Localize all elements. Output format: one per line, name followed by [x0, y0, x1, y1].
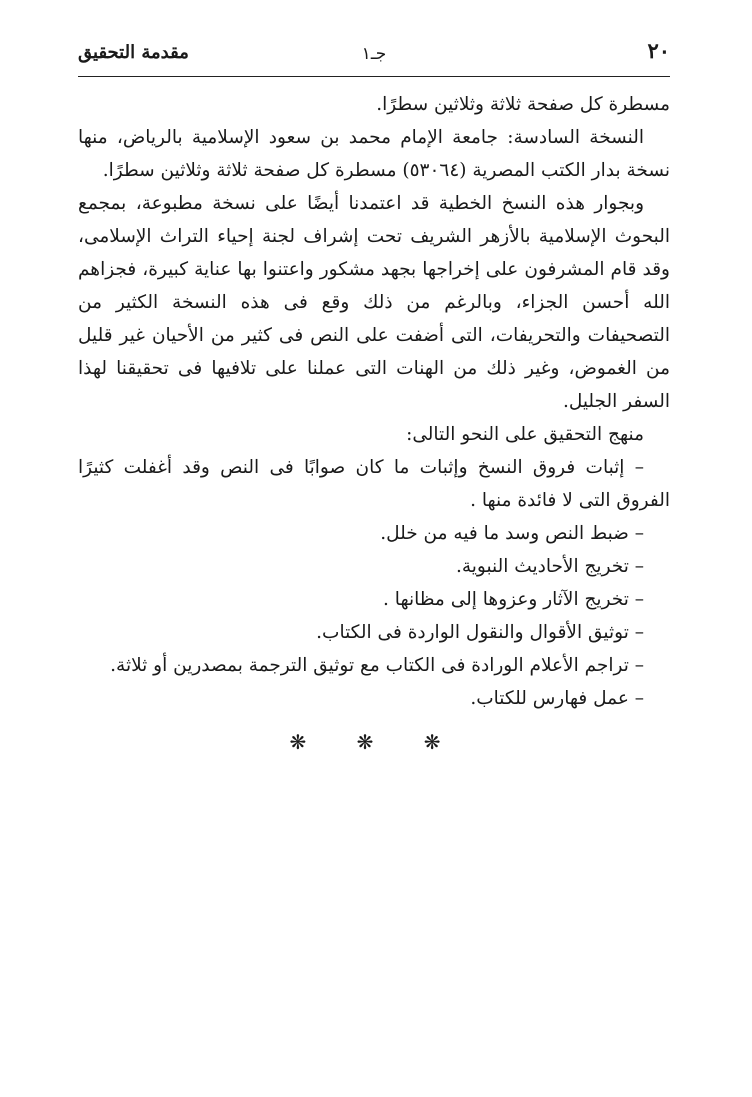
paragraph-method-first-point: – إثبات فروق النسخ وإثبات ما كان صوابًا فى النص وقد أغفلت كثيرًا الفروق التى لا فائدة منها . [78, 457, 670, 511]
page-number: ٢٠ [647, 38, 670, 63]
method-list [78, 517, 670, 715]
running-header [78, 38, 670, 74]
header-divider [78, 76, 670, 77]
list-item: – تخريج الآثار وعزوها إلى مظانها . [383, 589, 644, 610]
section-end-ornament: ❋ ❋ ❋ [289, 730, 463, 754]
list-item: – عمل فهارس للكتاب. [470, 688, 644, 709]
paragraph-printed-edition: وبجوار هذه النسخ الخطية قد اعتمدنا أيضًا على نسخة مطبوعة، بمجمع البحوث الإسلامية بالأزهر الشريف تحت إشراف لجنة إحياء التراث الإسلامى، وقد قام المشرفون على إخراجها بجهد مشكور واعتنوا بها عناية كبيرة، فجزاهم الله أحسن الجزاء، وبالرغم من ذلك وقع فى هذه النسخة الكثير من التصحيفات والتحريفات، التى أضفت على النص فى كثير من الأحيان غير قليل من الغموض، وغير ذلك من الهنات التى عملنا على تلافيها فى تحقيقنا لهذا السفر الجليل. [78, 193, 670, 412]
list-item: – ضبط النص وسد ما فيه من خلل. [380, 523, 644, 544]
section-title: مقدمة التحقيق [78, 42, 189, 63]
body-text [78, 88, 670, 715]
list-item: – تراجم الأعلام الورادة فى الكتاب مع توثيق الترجمة بمصدرين أو ثلاثة. [110, 655, 644, 676]
list-item: – توثيق الأقوال والنقول الواردة فى الكتاب. [316, 622, 644, 643]
list-item: – تخريج الأحاديث النبوية. [455, 556, 644, 577]
paragraph-method-heading: منهج التحقيق على النحو التالى: [406, 424, 644, 445]
paragraph-continuation: مسطرة كل صفحة ثلاثة وثلاثين سطرًا. [376, 94, 670, 115]
paragraph-sixth-copy: النسخة السادسة: جامعة الإمام محمد بن سعود الإسلامية بالرياض، منها نسخة بدار الكتب المصرية (٥٣٠٦٤) مسطرة كل صفحة ثلاثة وثلاثين سطرًا. [78, 127, 670, 181]
volume-label: جـ١ [361, 44, 387, 64]
